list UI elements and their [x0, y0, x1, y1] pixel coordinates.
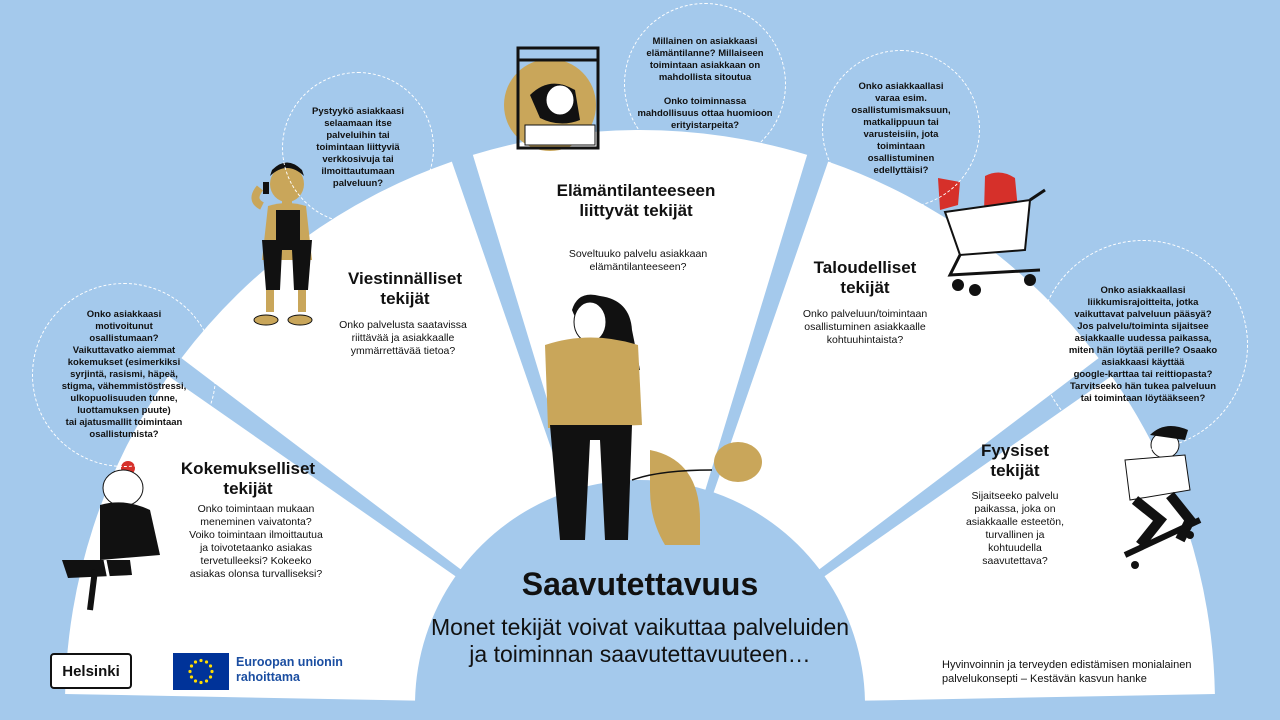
page-title: Saavutettavuus	[521, 566, 759, 602]
bubble-physical-text	[1069, 285, 1217, 405]
eu-funding-line-2: rahoittama	[236, 670, 300, 684]
segment-physical-title	[955, 441, 1075, 481]
bubble-line: Millainen on asiakkaasi	[652, 36, 758, 47]
segment-experiential-text	[168, 503, 344, 581]
eu-star-icon	[199, 659, 202, 662]
bubble-line: erityistarpeita?	[670, 120, 740, 131]
eu-star-icon	[209, 675, 212, 678]
segment-title-line: Kokemukselliset	[180, 459, 316, 478]
bubble-line: mahdollisuus ottaa huomioon	[637, 108, 773, 119]
project-line-1: Hyvinvoinnin ja terveyden edistämisen monialainen	[942, 659, 1192, 671]
segment-title-line: tekijät	[990, 461, 1040, 480]
bubble-line: ulkopuolisuuden tunne,	[70, 393, 178, 404]
segment-text-line: ja toivotetaanko asiakas	[199, 542, 313, 554]
eu-star-icon	[190, 664, 193, 667]
bubble-line: tai ajatusmallit toimintaan	[65, 417, 183, 428]
segment-text-line: turvallinen ja	[985, 529, 1045, 541]
bubble-line: Onko toiminnassa	[663, 96, 747, 107]
bubble-line: motivoitunut	[95, 321, 153, 332]
segment-financial-text	[782, 308, 948, 347]
bubble-line: google-karttaa tai reittiopasta?	[1073, 369, 1213, 380]
bubble-experiential-text	[62, 309, 187, 441]
eu-star-icon	[205, 660, 208, 663]
eu-star-icon	[194, 660, 197, 663]
segment-title-line: tekijät	[840, 278, 890, 297]
segment-title-line: Elämäntilanteeseen	[556, 181, 716, 200]
bubble-line: ilmoittautumaan	[321, 166, 395, 177]
bubble-line: luottamuksen puute)	[77, 405, 171, 416]
bubble-line: kokemukset (esimerkiksi	[67, 357, 181, 368]
eu-funding-text	[236, 655, 343, 685]
segment-life-situation-text	[540, 248, 736, 274]
bubble-line: varusteisiin, jota	[863, 129, 939, 140]
bubble-line: Vaikuttavatko aiemmat	[72, 345, 176, 356]
segment-text-line: Onko palveluun/toimintaan	[802, 308, 928, 320]
eu-star-icon	[199, 681, 202, 684]
segment-experiential-title	[178, 459, 318, 499]
bubble-line: vaikuttavat palveluun pääsyä?	[1074, 309, 1212, 320]
bubble-line: palveluihin tai	[326, 130, 390, 141]
bubble-physical	[1038, 240, 1248, 450]
segment-text-line: Sijaitseeko palvelu	[971, 490, 1059, 502]
helsinki-logo-text: Helsinki	[62, 662, 120, 680]
bubble-line: asiakkaasi käyttää	[1101, 357, 1185, 368]
bubble-life-situation	[624, 3, 786, 165]
eu-star-icon	[190, 675, 193, 678]
segment-text-line: tervetulleeksi? Kokeeko	[200, 555, 312, 567]
bubble-line: Onko asiakkaasi	[86, 309, 162, 320]
eu-star-icon	[209, 664, 212, 667]
bubble-line: osallistumaan?	[89, 333, 159, 344]
segment-communication-text	[322, 319, 484, 358]
segment-text-line: paikassa, joka on	[974, 503, 1056, 515]
bubble-line	[637, 84, 772, 96]
segment-communication-title	[330, 269, 480, 309]
segment-title-line: tekijät	[380, 289, 430, 308]
eu-flag-icon	[173, 653, 229, 690]
bubble-line: toimintaan liittyviä	[316, 142, 400, 153]
segment-text-line: meneminen vaivatonta?	[200, 516, 312, 528]
bubble-communication-text	[312, 106, 404, 190]
segment-text-line: elämäntilanteeseen?	[589, 261, 687, 273]
bubble-line: elämäntilanne? Millaiseen	[646, 48, 764, 59]
segment-title-line: liittyvät tekijät	[579, 201, 693, 220]
segment-text-line: kohtuuhintaista?	[826, 334, 904, 346]
bubble-line: stigma, vähemmistöstressi,	[61, 381, 187, 392]
bubble-line: Jos palvelu/toiminta sijaitsee	[1077, 321, 1209, 332]
bubble-line: Onko asiakkaallasi	[858, 81, 944, 92]
bubble-line: verkkosivuja tai	[322, 154, 394, 165]
segment-title-line: tekijät	[223, 479, 273, 498]
bubble-line: tai toimintaan löytääkseen?	[1080, 393, 1206, 404]
bubble-line: miten hän löytää perille? Osaako	[1068, 345, 1218, 356]
bubble-line: toimintaan asiakkaan on	[649, 60, 761, 71]
segment-text-line: Onko palvelusta saatavissa	[339, 319, 467, 331]
segment-financial-title	[790, 258, 940, 298]
eu-star-icon	[188, 670, 191, 673]
woman-window-illustration	[504, 48, 598, 151]
subtitle-line-2: ja toiminnan saavutettavuuteen…	[469, 641, 811, 667]
bubble-line: Pystyykö asiakkaasi	[312, 106, 404, 117]
eu-star-icon	[194, 679, 197, 682]
segment-physical-text	[945, 490, 1085, 568]
segment-text-line: asiakkaalle esteetön,	[965, 516, 1065, 528]
segment-title-line: Viestinnälliset	[347, 269, 462, 288]
bubble-line: mahdollista sitoutua	[658, 72, 752, 83]
bubble-financial	[822, 50, 980, 208]
segment-text-line: osallistuminen asiakkaalle	[804, 321, 926, 333]
bubble-line: osallistumismaksuun,	[851, 105, 951, 116]
segment-text-line: Onko toimintaan mukaan	[197, 503, 315, 515]
segment-text-line: Voiko toimintaan ilmoittautua	[189, 529, 323, 541]
bubble-financial-text	[851, 81, 950, 177]
bubble-line: selaamaan itse	[324, 118, 392, 129]
bubble-line: osallistumista?	[89, 429, 159, 440]
bubble-line: matkalippuun tai	[863, 117, 939, 128]
segment-life-situation-title	[536, 181, 736, 221]
bubble-line: varaa esim.	[875, 93, 927, 104]
bubble-line: liikkumisrajoitteita, jotka	[1087, 297, 1199, 308]
bubble-line: osallistuminen	[867, 153, 935, 164]
helsinki-logo	[50, 653, 132, 689]
bubble-line: edellyttäisi?	[873, 165, 929, 176]
segment-text-line: asiakas olonsa turvalliseksi?	[189, 568, 323, 580]
eu-star-icon	[205, 679, 208, 682]
bubble-communication	[282, 72, 434, 224]
eu-funding-line-1: Euroopan unionin	[236, 655, 343, 669]
bubble-life-situation-text	[637, 36, 772, 132]
bubble-line: syrjintä, rasismi, häpeä,	[70, 369, 178, 380]
bubble-line: toimintaan	[876, 141, 925, 152]
segment-text-line: Soveltuuko palvelu asiakkaan	[568, 248, 708, 260]
project-description	[942, 658, 1242, 686]
subtitle-line-1: Monet tekijät voivat vaikuttaa palveluiden	[430, 614, 850, 640]
bubble-line: Onko asiakkaallasi	[1100, 285, 1186, 296]
segment-text-line: saavutettava?	[982, 555, 1048, 567]
segment-text-line: kohtuudella	[988, 542, 1042, 554]
bubble-experiential	[32, 283, 216, 467]
project-line-2: palvelukonsepti – Kestävän kasvun hanke	[942, 673, 1147, 685]
eu-star-icon	[210, 670, 213, 673]
segment-text-line: riittävää ja asiakkaalle	[351, 332, 455, 344]
bubble-line: palveluun?	[332, 178, 384, 189]
segment-text-line: ymmärrettävää tietoa?	[350, 345, 456, 357]
segment-title-line: Taloudelliset	[813, 258, 917, 277]
segment-title-line: Fyysiset	[980, 441, 1050, 460]
bubble-line: Tarvitseeko hän tukea palveluun	[1069, 381, 1217, 392]
bubble-line: asiakkaalle uudessa paikassa,	[1074, 333, 1212, 344]
